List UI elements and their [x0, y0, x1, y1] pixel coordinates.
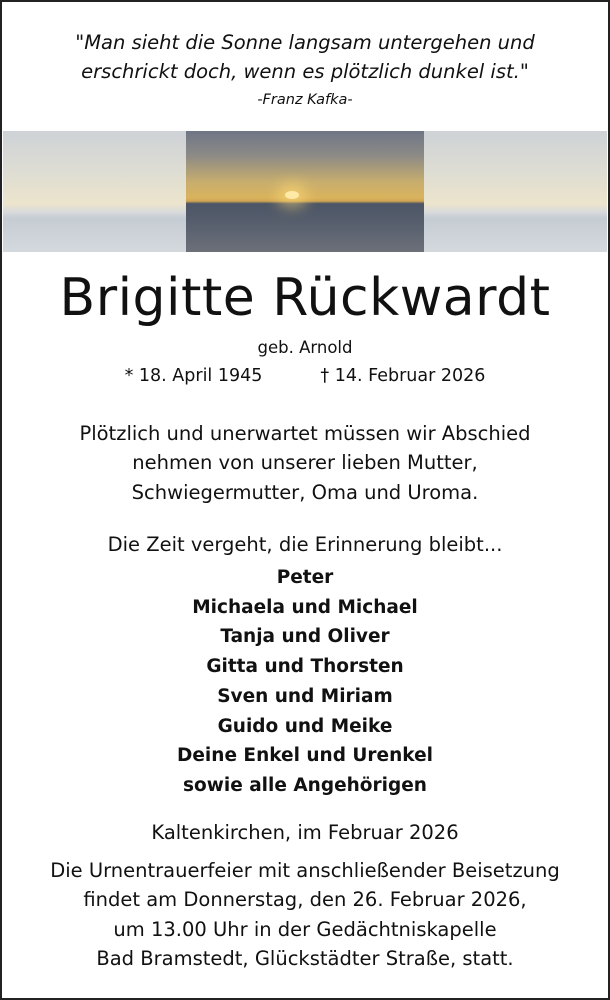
mourner: Gitta und Thorsten [206, 656, 404, 678]
birth-date: * 18. April 1945 [124, 366, 263, 386]
quote-line: erschrickt doch, wenn es plötzlich dunkel ist." [81, 60, 529, 83]
mourners-list [0, 563, 610, 801]
deceased-name: Brigitte Rückwardt [59, 268, 551, 328]
quote [0, 28, 610, 86]
mourner: Deine Enkel und Urenkel [177, 745, 433, 767]
life-dates [0, 366, 610, 386]
death-date: † 14. Februar 2026 [320, 366, 486, 386]
message-line: nehmen von unserer lieben Mutter, [132, 451, 478, 475]
mourner: Guido und Meike [217, 715, 393, 737]
quote-line: "Man sieht die Sonne langsam untergehen und [75, 31, 535, 54]
message-line: Plötzlich und unerwartet müssen wir Abschied [79, 422, 531, 445]
ceremony-line: Die Urnentrauerfeier mit anschließender Beisetzung [50, 859, 560, 882]
message [0, 419, 610, 507]
ceremony-info [0, 856, 610, 973]
mourner: sowie alle Angehörigen [183, 774, 427, 796]
image-left-faded [3, 131, 186, 252]
saying: Die Zeit vergeht, die Erinnerung bleibt... [107, 533, 503, 556]
quote-author: -Franz Kafka- [257, 92, 353, 108]
image-right-faded [424, 131, 607, 252]
mourner: Tanja und Oliver [220, 626, 390, 648]
ceremony-line: Bad Bramstedt, Glückstädter Straße, statt. [96, 946, 514, 970]
sun [285, 191, 299, 199]
sunset-sea-image [3, 131, 607, 252]
place-date: Kaltenkirchen, im Februar 2026 [151, 821, 459, 844]
mourner: Sven und Miriam [217, 685, 393, 707]
mourner: Michaela und Michael [192, 596, 418, 618]
mourner: Peter [276, 567, 334, 588]
ceremony-line: um 13.00 Uhr in der Gedächtniskapelle [113, 917, 497, 941]
ceremony-line: findet am Donnerstag, den 26. Februar 2026, [83, 888, 527, 912]
image-center [186, 131, 424, 252]
message-line: Schwiegermutter, Oma und Uroma. [131, 480, 479, 504]
maiden-name: geb. Arnold [257, 338, 353, 357]
